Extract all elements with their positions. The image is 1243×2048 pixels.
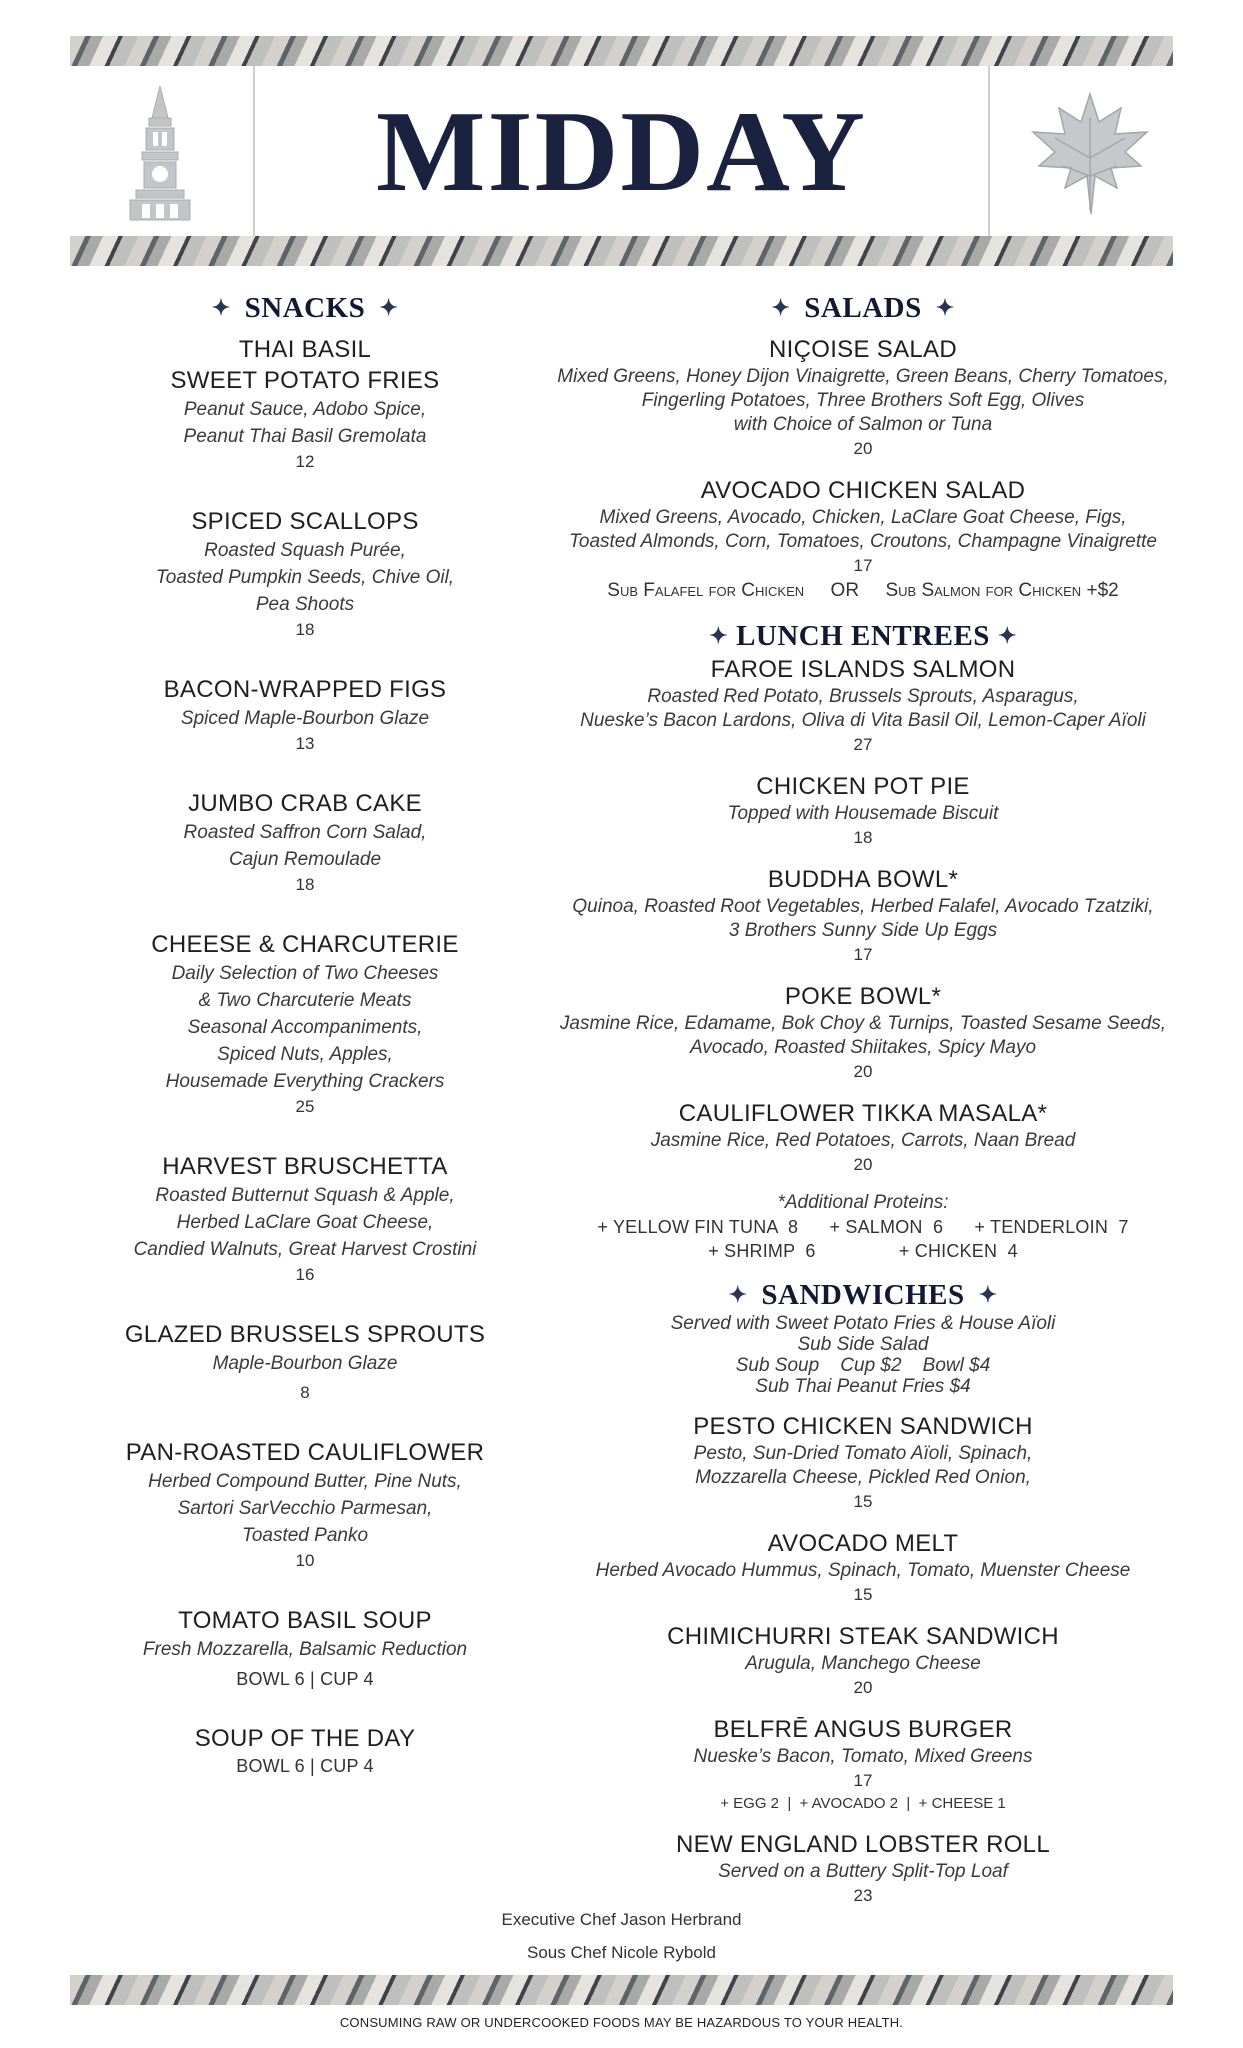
menu-item (548, 1714, 1178, 1815)
item-name: NIÇOISE SALAD (769, 336, 957, 363)
top-banner (70, 36, 1173, 66)
menu-item (100, 1723, 510, 1778)
intro-line: Served with Sweet Potato Fries & House Aïoli (670, 1313, 1056, 1334)
item-description: Jasmine Rice, Edamame, Bok Choy & Turnips, Toasted Sesame Seeds, (559, 1013, 1167, 1034)
item-description: Toasted Panko (241, 1525, 369, 1546)
item-name: GLAZED BRUSSELS SPROUTS (124, 1321, 486, 1348)
page-title: MIDDAY (375, 88, 868, 216)
maple-leaf-icon (1025, 88, 1155, 216)
item-description: Toasted Almonds, Corn, Tomatoes, Croutons, Champagne Vinaigrette (569, 531, 1157, 552)
item-name: FAROE ISLANDS SALMON (710, 656, 1016, 683)
item-description: Mozzarella Cheese, Pickled Red Onion, (695, 1467, 1031, 1488)
menu-item (548, 771, 1178, 850)
item-description: 3 Brothers Sunny Side Up Eggs (728, 920, 998, 941)
item-description: Roasted Squash Purée, (204, 540, 406, 561)
item-price: BOWL 6 | CUP 4 (236, 1756, 374, 1776)
snacks-heading: ✦ SNACKS ✦ (100, 290, 510, 326)
item-description: Fresh Mozzarella, Balsamic Reduction (142, 1639, 468, 1660)
menu-item (548, 334, 1178, 461)
item-price: 25 (295, 1097, 315, 1116)
item-price: 15 (853, 1492, 873, 1511)
item-description: Housemade Everything Crackers (165, 1071, 445, 1092)
item-name: AVOCADO CHICKEN SALAD (700, 477, 1026, 504)
item-description: Pesto, Sun-Dried Tomato Aïoli, Spinach, (693, 1443, 1033, 1464)
menu-item (100, 1319, 510, 1405)
item-name: BACON-WRAPPED FIGS (163, 676, 447, 703)
item-name: SWEET POTATO FRIES (170, 367, 440, 394)
star-ornament-icon: ✦ (935, 295, 955, 320)
item-price: 8 (300, 1383, 310, 1402)
item-price: 20 (853, 1062, 873, 1081)
menu-item (100, 1437, 510, 1573)
intro-line: Sub Soup Cup $2 Bowl $4 (735, 1355, 991, 1376)
item-description: Maple-Bourbon Glaze (212, 1353, 398, 1374)
item-description: Nueske’s Bacon Lardons, Oliva di Vita Basil Oil, Lemon-Caper Aïoli (580, 710, 1146, 731)
chef-credit: Executive Chef Jason Herbrand (501, 1910, 742, 1929)
item-description: Served on a Buttery Split-Top Loaf (718, 1861, 1008, 1882)
item-name: SOUP OF THE DAY (194, 1725, 416, 1752)
item-price: 20 (853, 1678, 873, 1697)
item-price: 18 (295, 620, 315, 639)
item-name: PESTO CHICKEN SANDWICH (693, 1413, 1033, 1440)
item-description: Roasted Red Potato, Brussels Sprouts, Asparagus, (647, 686, 1079, 707)
intro-line: Sub Side Salad (797, 1334, 929, 1355)
item-description: Roasted Saffron Corn Salad, (183, 822, 427, 843)
item-description: Candied Walnuts, Great Harvest Crostini (133, 1239, 477, 1260)
item-description: Herbed Avocado Hummus, Spinach, Tomato, Muenster Cheese (595, 1560, 1131, 1581)
item-price: 10 (295, 1551, 315, 1570)
item-description: & Two Charcuterie Meats (198, 990, 412, 1011)
item-name: NEW ENGLAND LOBSTER ROLL (676, 1831, 1050, 1858)
star-ornament-icon: ✦ (978, 1282, 998, 1307)
item-price: BOWL 6 | CUP 4 (236, 1669, 374, 1689)
menu-item (548, 1621, 1178, 1700)
item-price: 16 (295, 1265, 315, 1284)
item-description: Mixed Greens, Honey Dijon Vinaigrette, Green Beans, Cherry Tomatoes, (557, 366, 1169, 387)
item-description: Daily Selection of Two Cheeses (171, 963, 439, 984)
item-price: 17 (853, 1771, 873, 1790)
menu-item (100, 1151, 510, 1287)
right-column (548, 290, 1178, 1908)
menu-item (548, 654, 1178, 757)
item-name: PAN-ROASTED CAULIFLOWER (125, 1439, 485, 1466)
menu-item (548, 1829, 1178, 1908)
top-banner-lower (70, 236, 1173, 266)
menu-item (100, 1605, 510, 1691)
item-name: AVOCADO MELT (767, 1530, 959, 1557)
item-description: Cajun Remoulade (228, 849, 382, 870)
snacks-column (100, 290, 510, 1778)
item-price: 23 (853, 1886, 873, 1905)
bottom-banner (70, 1975, 1173, 2005)
item-description: Spiced Maple-Bourbon Glaze (180, 708, 430, 729)
item-name: CHIMICHURRI STEAK SANDWICH (667, 1623, 1059, 1650)
item-description: Jasmine Rice, Red Potatoes, Carrots, Naan Bread (650, 1130, 1076, 1151)
star-ornament-icon: ✦ (728, 1282, 748, 1307)
item-description: Seasonal Accompaniments, (187, 1017, 423, 1038)
item-price: 27 (853, 735, 873, 754)
salad-sub-note: Sub Falafel for Chicken OR Sub Salmon for Chicken +$2 (607, 580, 1119, 601)
item-description: Roasted Butternut Squash & Apple, (155, 1185, 455, 1206)
item-price: 12 (295, 452, 315, 471)
lunch-entrees-heading: ✦ LUNCH ENTREES ✦ (548, 618, 1178, 654)
item-description: with Choice of Salmon or Tuna (733, 414, 993, 435)
menu-item (548, 1098, 1178, 1177)
star-ornament-icon: ✦ (771, 295, 791, 320)
item-name: POKE BOWL* (784, 983, 942, 1010)
burger-add-ons: + EGG 2 | + AVOCADO 2 | + CHEESE 1 (720, 1795, 1006, 1812)
star-ornament-icon: ✦ (379, 295, 399, 320)
item-name: CHEESE & CHARCUTERIE (151, 931, 459, 958)
intro-line: Sub Thai Peanut Fries $4 (755, 1376, 971, 1397)
item-name: BELFRĒ ANGUS BURGER (713, 1716, 1013, 1743)
menu-item (100, 788, 510, 897)
menu-item (548, 475, 1178, 604)
menu-item (548, 1528, 1178, 1607)
health-disclaimer: CONSUMING RAW OR UNDERCOOKED FOODS MAY BE HAZARDOUS TO YOUR HEALTH. (339, 2015, 904, 2030)
item-price: 20 (853, 1155, 873, 1174)
item-description: Topped with Housemade Biscuit (727, 803, 999, 824)
item-description: Toasted Pumpkin Seeds, Chive Oil, (155, 567, 455, 588)
star-ornament-icon: ✦ (211, 295, 231, 320)
proteins-label: *Additional Proteins: (777, 1192, 949, 1213)
item-price: 13 (295, 734, 315, 753)
item-name: CHICKEN POT PIE (756, 773, 970, 800)
item-description: Quinoa, Roasted Root Vegetables, Herbed Falafel, Avocado Tzatziki, (572, 896, 1154, 917)
item-price: 17 (853, 556, 873, 575)
menu-item (548, 981, 1178, 1084)
item-name: BUDDHA BOWL* (767, 866, 959, 893)
menu-item (100, 674, 510, 756)
star-ornament-icon: ✦ (709, 623, 729, 648)
item-description: Spiced Nuts, Apples, (217, 1044, 393, 1065)
menu-item (548, 864, 1178, 967)
item-name: SPICED SCALLOPS (191, 508, 419, 535)
item-name: CAULIFLOWER TIKKA MASALA* (678, 1100, 1048, 1127)
item-description: Pea Shoots (255, 594, 355, 615)
sandwich-intro (548, 1313, 1178, 1397)
item-description: Sartori SarVecchio Parmesan, (177, 1498, 433, 1519)
item-description: Peanut Sauce, Adobo Spice, (183, 399, 427, 420)
menu-item (100, 334, 510, 474)
item-name: HARVEST BRUSCHETTA (162, 1153, 448, 1180)
item-price: 18 (295, 875, 315, 894)
item-price: 18 (853, 828, 873, 847)
item-description: Fingerling Potatoes, Three Brothers Soft Egg, Olives (641, 390, 1085, 411)
menu-item (548, 1411, 1178, 1514)
item-price: 15 (853, 1585, 873, 1604)
item-description: Arugula, Manchego Cheese (745, 1653, 981, 1674)
proteins-line: + SHRIMP 6 + CHICKEN 4 (708, 1241, 1018, 1261)
menu-item (100, 506, 510, 642)
proteins-line: + YELLOW FIN TUNA 8 + SALMON 6 + TENDERLOIN 7 (597, 1217, 1129, 1237)
star-ornament-icon: ✦ (997, 623, 1017, 648)
item-description: Herbed LaClare Goat Cheese, (176, 1212, 434, 1233)
sandwiches-heading: ✦ SANDWICHES ✦ (548, 1277, 1178, 1313)
sous-chef-credit: Sous Chef Nicole Rybold (527, 1943, 716, 1962)
item-name: TOMATO BASIL SOUP (178, 1607, 432, 1634)
item-description: Peanut Thai Basil Gremolata (183, 426, 427, 447)
item-price: 17 (853, 945, 873, 964)
item-price: 20 (853, 439, 873, 458)
item-description: Nueske’s Bacon, Tomato, Mixed Greens (693, 1746, 1033, 1767)
item-description: Avocado, Roasted Shiitakes, Spicy Mayo (689, 1037, 1037, 1058)
menu-item (100, 929, 510, 1119)
additional-proteins (548, 1191, 1178, 1263)
salads-heading: ✦ SALADS ✦ (548, 290, 1178, 326)
item-name: THAI BASIL (238, 336, 372, 363)
item-description: Mixed Greens, Avocado, Chicken, LaClare Goat Cheese, Figs, (599, 507, 1127, 528)
item-name: JUMBO CRAB CAKE (188, 790, 422, 817)
item-description: Herbed Compound Butter, Pine Nuts, (148, 1471, 462, 1492)
